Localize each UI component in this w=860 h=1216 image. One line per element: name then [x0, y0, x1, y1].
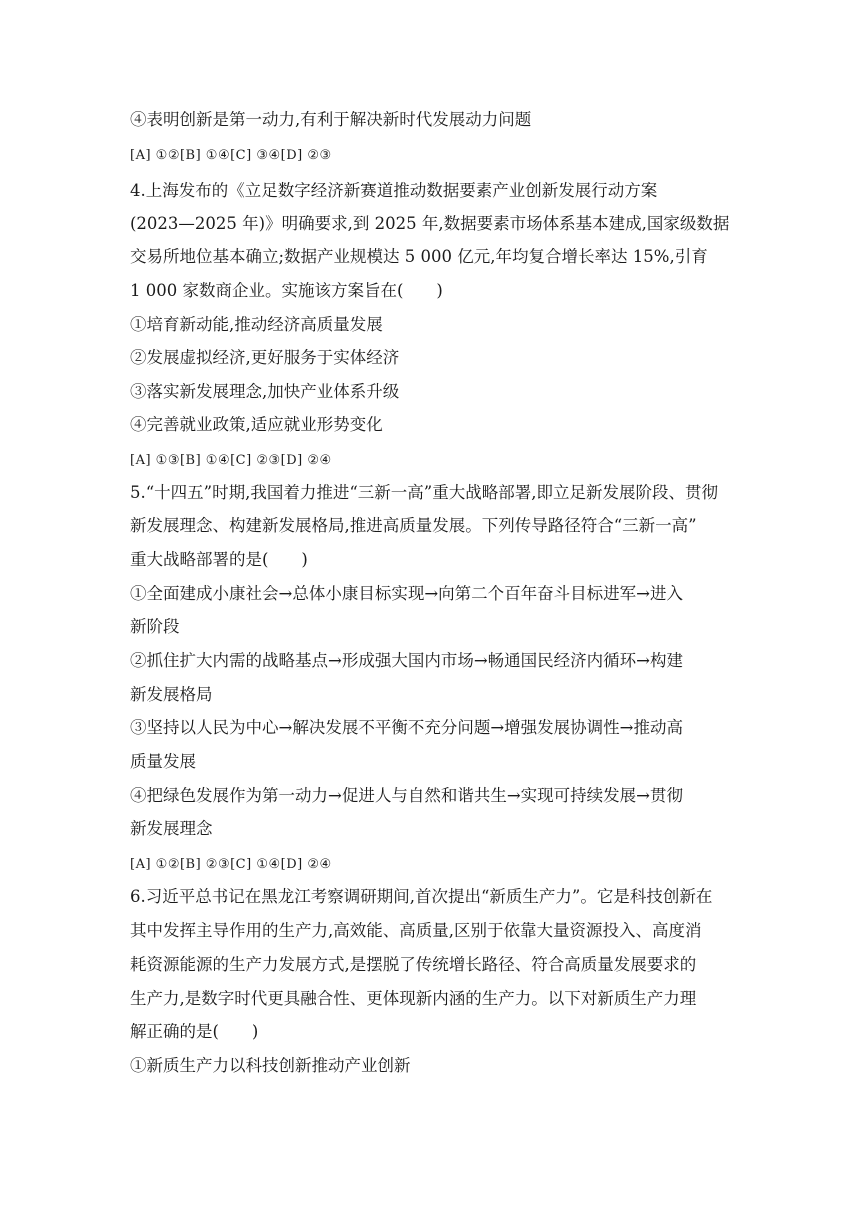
q4-stem-line-4: 1 000 家数商企业。实施该方案旨在( ) [130, 281, 443, 300]
q4-item-4: ④完善就业政策,适应就业形势变化 [130, 415, 383, 434]
q4-options: [A] ①③[B] ①④[C] ②③[D] ②④ [130, 453, 332, 468]
q4-item-3: ③落实新发展理念,加快产业体系升级 [130, 382, 400, 401]
q5-item-2-line-2: 新发展格局 [130, 685, 213, 704]
q4-stem-line-1: 4.上海发布的《立足数字经济新赛道推动数据要素产业创新发展行动方案 [130, 181, 658, 200]
q6-stem-line-2: 其中发挥主导作用的生产力,高效能、高质量,区别于依靠大量资源投入、高度消 [130, 921, 702, 940]
q4-item-2: ②发展虚拟经济,更好服务于实体经济 [130, 348, 400, 367]
q6-stem-line-4: 生产力,是数字时代更具融合性、更体现新内涵的生产力。以下对新质生产力理 [130, 989, 697, 1008]
q3-options: [A] ①②[B] ①④[C] ③④[D] ②③ [130, 148, 332, 163]
q5-item-1-line-2: 新阶段 [130, 617, 180, 636]
q6-stem-line-5: 解正确的是( ) [130, 1022, 259, 1041]
q6-stem-line-3: 耗资源能源的生产力发展方式,是摆脱了传统增长路径、符合高质量发展要求的 [130, 955, 697, 974]
q5-item-3-line-1: ③坚持以人民为中心→解决发展不平衡不充分问题→增强发展协调性→推动高 [130, 718, 683, 737]
q5-stem-line-3: 重大战略部署的是( ) [130, 550, 308, 569]
q4-item-1: ①培育新动能,推动经济高质量发展 [130, 315, 383, 334]
q5-item-1-line-1: ①全面建成小康社会→总体小康目标实现→向第二个百年奋斗目标进军→进入 [130, 584, 683, 603]
q5-stem-line-2: 新发展理念、构建新发展格局,推进高质量发展。下列传导路径符合“三新一高” [130, 516, 697, 535]
q6-item-1: ①新质生产力以科技创新推动产业创新 [130, 1056, 411, 1075]
q3-item-4: ④表明创新是第一动力,有利于解决新时代发展动力问题 [130, 110, 532, 129]
q5-item-3-line-2: 质量发展 [130, 752, 196, 771]
q4-stem-line-2: (2023—2025 年)》明确要求,到 2025 年,数据要素市场体系基本建成,国家级数据 [130, 214, 730, 233]
q6-stem-line-1: 6.习近平总书记在黑龙江考察调研期间,首次提出“新质生产力”。它是科技创新在 [130, 887, 713, 906]
q5-options: [A] ①②[B] ②③[C] ①④[D] ②④ [130, 857, 332, 872]
q5-item-2-line-1: ②抓住扩大内需的战略基点→形成强大国内市场→畅通国民经济内循环→构建 [130, 651, 683, 670]
q4-stem-line-3: 交易所地位基本确立;数据产业规模达 5 000 亿元,年均复合增长率达 15%,引育 [130, 247, 708, 266]
q5-stem-line-1: 5.“十四五”时期,我国着力推进“三新一高”重大战略部署,即立足新发展阶段、贯彻 [130, 483, 718, 502]
q5-item-4-line-1: ④把绿色发展作为第一动力→促进人与自然和谐共生→实现可持续发展→贯彻 [130, 786, 683, 805]
q5-item-4-line-2: 新发展理念 [130, 819, 213, 838]
